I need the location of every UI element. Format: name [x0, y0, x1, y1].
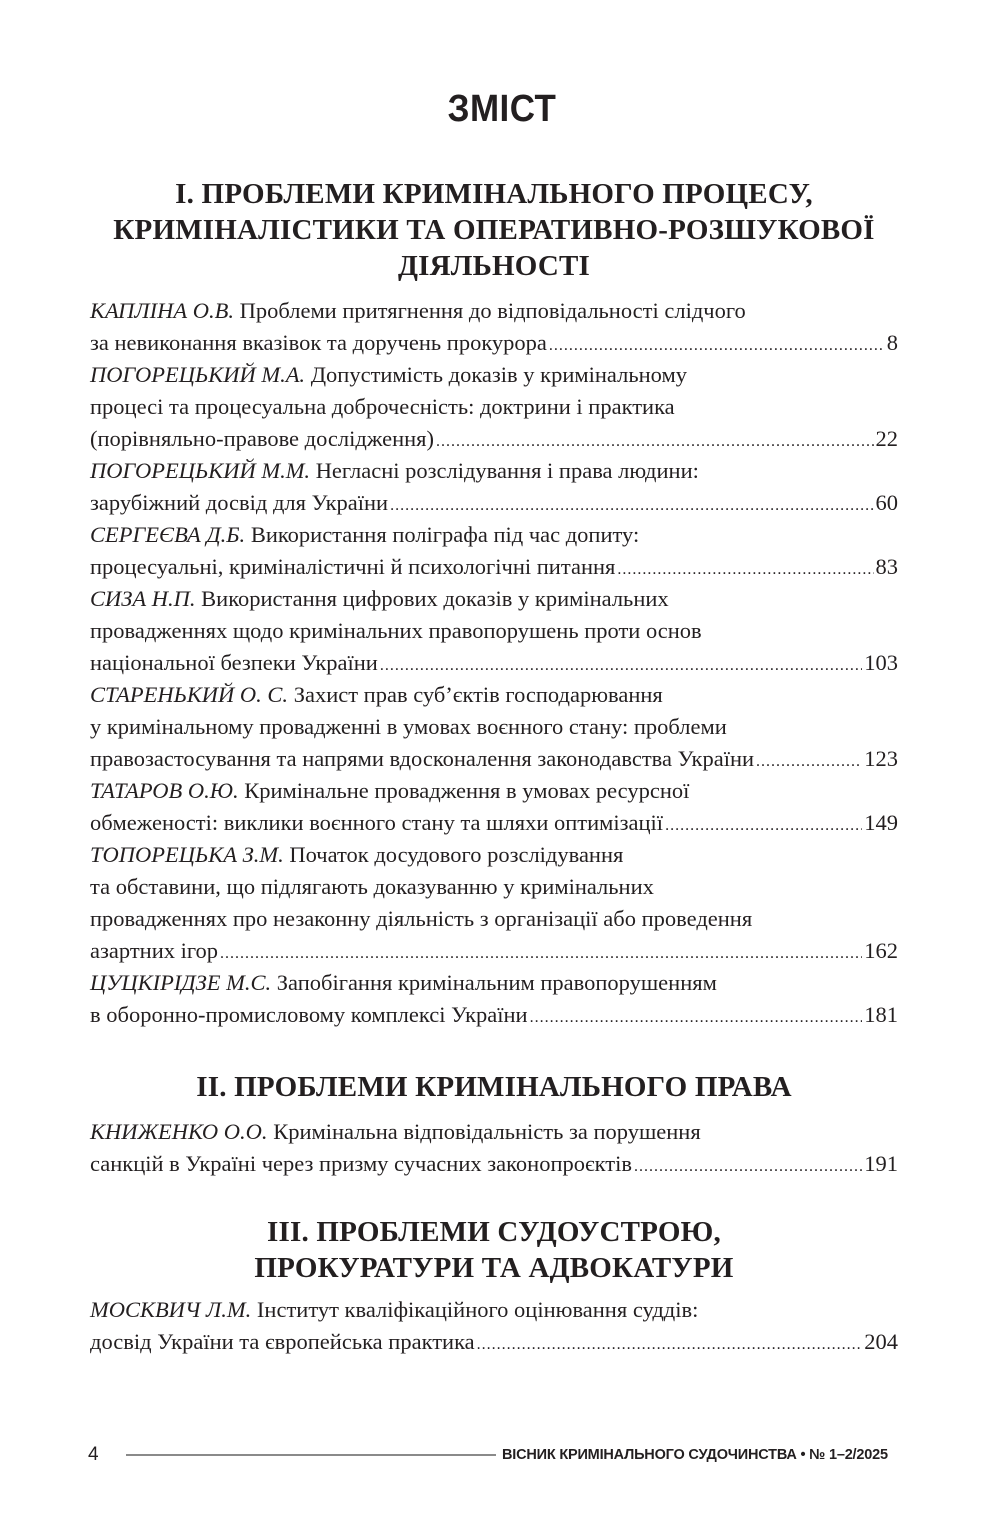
entry-page-number[interactable]: 83	[875, 554, 898, 579]
toc-entry[interactable]	[90, 519, 898, 583]
entry-title-line: та обставини, що підлягають доказуванню у кримінальних	[90, 874, 654, 899]
footer-journal-title: ВІСНИК КРИМІНАЛЬНОГО СУДОЧИНСТВА • № 1–2/2025	[502, 1447, 888, 1463]
section-heading-line: КРИМІНАЛІСТИКИ ТА ОПЕРАТИВНО-РОЗШУКОВОЇ	[113, 214, 875, 246]
entry-page-number[interactable]: 149	[864, 810, 898, 835]
dot-leader	[390, 490, 873, 522]
dot-leader	[756, 746, 862, 778]
section-heading-line: ПРОКУРАТУРИ ТА АДВОКАТУРИ	[254, 1252, 734, 1284]
entry-title-line: процесуальні, криміналістичні й психологічні питання	[90, 554, 616, 579]
dot-leader	[380, 650, 862, 682]
entry-title-line: у кримінальному провадженні в умовах воєнного стану: проблеми	[90, 714, 727, 739]
entry-title-line: досвід України та європейська практика	[90, 1329, 475, 1354]
section-heading-line: ІІ. ПРОБЛЕМИ КРИМІНАЛЬНОГО ПРАВА	[196, 1071, 792, 1103]
section-heading-2	[90, 1069, 898, 1105]
dot-leader	[617, 554, 873, 586]
entry-author: ЦУЦКІРІДЗЕ М.С.	[90, 970, 272, 995]
entry-author: КНИЖЕНКО О.О.	[90, 1119, 268, 1144]
toc-entry[interactable]	[90, 839, 898, 967]
entry-author: МОСКВИЧ Л.М.	[90, 1297, 252, 1322]
entry-page-number[interactable]: 123	[864, 746, 898, 771]
entry-title-line: обмеженості: виклики воєнного стану та шляхи оптимізації	[90, 810, 664, 835]
entry-author: ПОГОРЕЦЬКИЙ М.А.	[90, 362, 306, 387]
entry-title-line: Захист прав суб’єктів господарювання	[293, 682, 663, 707]
section-heading-line: І. ПРОБЛЕМИ КРИМІНАЛЬНОГО ПРОЦЕСУ,	[175, 178, 813, 210]
entry-title-line: в оборонно-промисловому комплексі України	[90, 1002, 528, 1027]
entry-title-line: Кримінальне провадження в умовах ресурсної	[244, 778, 690, 803]
entry-page-number[interactable]: 181	[864, 1002, 898, 1027]
entry-author: ТОПОРЕЦЬКА З.М.	[90, 842, 284, 867]
toc-entry[interactable]	[90, 1294, 898, 1358]
footer-page-number: 4	[88, 1444, 99, 1465]
entry-title-line: Використання цифрових доказів у кримінальних	[201, 586, 669, 611]
entry-title-line: правозастосування та напрями вдосконалення законодавства України	[90, 746, 755, 771]
dot-leader	[436, 426, 873, 458]
entry-title-line: Запобігання кримінальним правопорушенням	[276, 970, 717, 995]
entry-author: СТАРЕНЬКИЙ О. С.	[90, 682, 289, 707]
section-heading-line: ІІІ. ПРОБЛЕМИ СУДОУСТРОЮ,	[267, 1216, 721, 1248]
entry-author: СЕРГЕЄВА Д.Б.	[90, 522, 246, 547]
dot-leader	[549, 330, 885, 362]
page-footer	[88, 1442, 918, 1468]
entry-title-line: за невиконання вказівок та доручень прокурора	[90, 330, 547, 355]
section-heading-line: ДІЯЛЬНОСТІ	[397, 250, 590, 282]
entry-title-line: провадженнях щодо кримінальних правопорушень проти основ	[90, 618, 702, 643]
entry-title-line: Інститут кваліфікаційного оцінювання суддів:	[256, 1297, 699, 1322]
section-3-entries	[90, 1294, 898, 1358]
entry-title-line: азартних ігор	[90, 938, 219, 963]
entry-title-line: Проблеми притягнення до відповідальності слідчого	[239, 298, 746, 323]
dot-leader	[477, 1329, 863, 1361]
entry-title-line: санкцій в Україні через призму сучасних законопроєктів	[90, 1151, 632, 1176]
dot-leader	[220, 938, 862, 970]
toc-entry[interactable]	[90, 775, 898, 839]
toc-entry[interactable]	[90, 295, 898, 359]
toc-entry[interactable]	[90, 359, 898, 455]
entry-page-number[interactable]: 191	[864, 1151, 898, 1176]
dot-leader	[665, 810, 862, 842]
entry-author: ТАТАРОВ О.Ю.	[90, 778, 239, 803]
entry-page-number[interactable]: 204	[864, 1329, 898, 1354]
entry-title-line: Початок досудового розслідування	[289, 842, 624, 867]
entry-page-number[interactable]: 22	[875, 426, 898, 451]
entry-title-line: зарубіжний досвід для України	[90, 490, 389, 515]
section-heading-3	[90, 1214, 898, 1286]
entry-title-line: Негласні розслідування і права людини:	[315, 458, 699, 483]
entry-title-line: Кримінальна відповідальність за порушення	[273, 1119, 701, 1144]
entry-author: КАПЛІНА О.В.	[90, 298, 234, 323]
entry-page-number[interactable]: 103	[864, 650, 898, 675]
entry-page-number[interactable]: 162	[864, 938, 898, 963]
entry-title-line: провадженнях про незаконну діяльність з організації або проведення	[90, 906, 753, 931]
toc-entry[interactable]	[90, 967, 898, 1031]
section-1-entries	[90, 295, 898, 1031]
entry-title-line: Допустимість доказів у кримінальному	[310, 362, 687, 387]
entry-title-line: національної безпеки України	[90, 650, 378, 675]
section-heading-1	[90, 176, 898, 284]
entry-author: ПОГОРЕЦЬКИЙ М.М.	[90, 458, 311, 483]
toc-entry[interactable]	[90, 1116, 898, 1180]
entry-title-line: (порівняльно-правове дослідження)	[90, 426, 435, 451]
entry-author: СИЗА Н.П.	[90, 586, 196, 611]
section-2-entries	[90, 1116, 898, 1180]
toc-entry[interactable]	[90, 455, 898, 519]
footer-rule	[126, 1454, 496, 1456]
toc-entry[interactable]	[90, 679, 898, 775]
dot-leader	[530, 1002, 863, 1034]
entry-title-line: процесі та процесуальна доброчесність: доктрини і практика	[90, 394, 675, 419]
entry-page-number[interactable]: 8	[886, 330, 898, 355]
page-title: ЗМІСТ	[447, 88, 557, 130]
entry-page-number[interactable]: 60	[875, 490, 898, 515]
entry-title-line: Використання поліграфа під час допиту:	[250, 522, 640, 547]
dot-leader	[634, 1151, 862, 1183]
toc-entry[interactable]	[90, 583, 898, 679]
